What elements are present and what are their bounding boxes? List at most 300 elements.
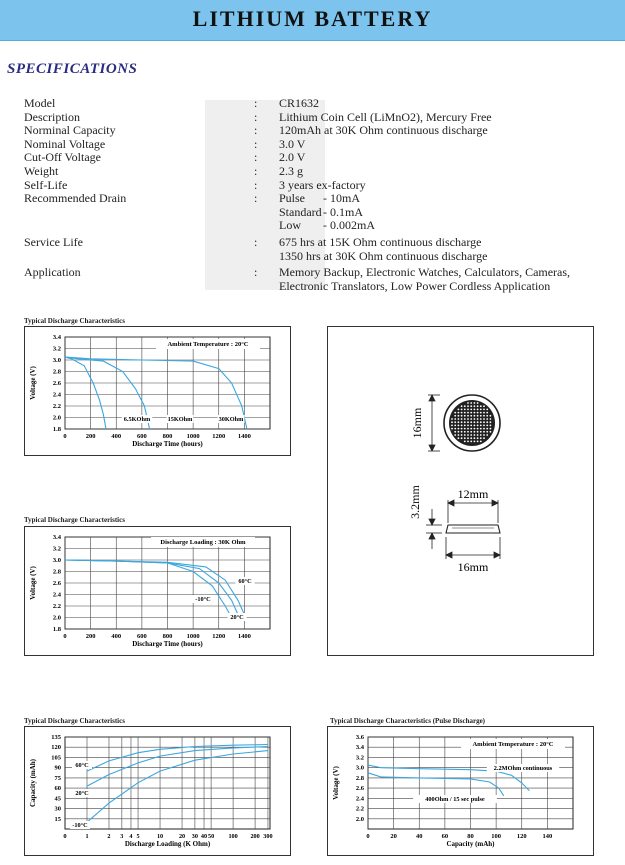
- coin-dot: [480, 434, 482, 436]
- coin-dot: [454, 431, 456, 433]
- chart3-svg: [25, 727, 290, 855]
- series-line: [87, 751, 268, 823]
- series-label: 60°C: [238, 578, 252, 585]
- coin-dot: [458, 428, 460, 430]
- series-label: 400Ohm / 15 sec pulse: [425, 796, 485, 803]
- x-tick-label: 120: [516, 833, 527, 840]
- coin-dot: [477, 418, 479, 420]
- x-tick-label: 80: [467, 833, 474, 840]
- y-tick-label: 3.4: [52, 334, 61, 341]
- coin-dot: [458, 437, 460, 439]
- y-tick-label: 90: [54, 764, 61, 772]
- coin-dot: [451, 425, 453, 427]
- coin-dot: [490, 421, 492, 423]
- x-tick-label: 20: [390, 833, 397, 840]
- coin-dot: [464, 437, 466, 439]
- coin-dot: [490, 418, 492, 420]
- coin-dot: [464, 441, 466, 443]
- chart-annotation: Ambient Temperature : 20°C: [472, 741, 554, 748]
- coin-dot: [486, 421, 488, 423]
- coin-dot: [454, 418, 456, 420]
- coin-dot: [483, 421, 485, 423]
- y-tick-label: 2.2: [52, 403, 61, 410]
- coin-dot: [483, 431, 485, 433]
- spec-value-line: CR1632: [279, 96, 320, 110]
- x-tick-label: 100: [491, 833, 501, 840]
- y-tick-label: 3.4: [355, 744, 364, 752]
- coin-dot: [474, 437, 476, 439]
- coin-dot: [486, 434, 488, 436]
- x-tick-label: 1000: [186, 633, 200, 640]
- coin-dot: [470, 428, 472, 430]
- coin-dot: [458, 425, 460, 427]
- spec-label: Norminal Capacity: [24, 123, 116, 138]
- y-tick-label: 2.0: [52, 614, 61, 622]
- spec-row: [24, 111, 614, 125]
- coin-dot: [474, 431, 476, 433]
- x-tick-label: 0: [63, 833, 67, 840]
- chart4-svg: [328, 727, 593, 855]
- series-label: 2.2MOhm continuous: [493, 765, 553, 772]
- drain-value: - 10mA: [323, 191, 360, 206]
- coin-dot: [483, 415, 485, 417]
- coin-dot: [461, 428, 463, 430]
- coin-dot: [483, 434, 485, 436]
- drain-line: [279, 219, 614, 233]
- chart4-frame: [327, 726, 594, 856]
- spec-value: [279, 236, 614, 263]
- coin-dot: [474, 425, 476, 427]
- coin-dot: [461, 418, 463, 420]
- coin-dot: [458, 415, 460, 417]
- spec-colon: :: [254, 96, 258, 110]
- x-tick-label: 400: [111, 433, 122, 440]
- coin-dot: [474, 402, 476, 404]
- x-tick-label: 60: [441, 833, 449, 840]
- coin-dot: [474, 409, 476, 411]
- coin-top-view: [444, 395, 500, 451]
- coin-dot: [486, 418, 488, 420]
- x-tick-label: 3: [120, 833, 124, 840]
- series-line: [65, 560, 239, 618]
- y-axis-label: Voltage (V): [29, 566, 37, 600]
- coin-dot: [470, 412, 472, 414]
- spec-row: [24, 192, 614, 233]
- coin-dot: [486, 409, 488, 411]
- coin-dot: [467, 415, 469, 417]
- coin-dot: [454, 412, 456, 414]
- coin-dot: [474, 418, 476, 420]
- x-tick-label: 1200: [212, 433, 226, 440]
- coin-dot: [454, 415, 456, 417]
- spec-label: Cut-Off Voltage: [24, 150, 101, 165]
- coin-dot: [474, 415, 476, 417]
- coin-dot: [483, 409, 485, 411]
- coin-dot: [470, 421, 472, 423]
- series-line: [368, 773, 504, 796]
- x-axis-label: Discharge Loading (K Ohm): [124, 840, 211, 848]
- x-tick-label: 10: [156, 833, 164, 840]
- y-tick-label: 2.4: [52, 391, 61, 399]
- coin-dot: [458, 431, 460, 433]
- drain-name: Standard: [279, 204, 322, 219]
- coin-dot: [461, 415, 463, 417]
- x-tick-label: 4: [129, 833, 133, 840]
- coin-dot: [483, 425, 485, 427]
- x-tick-label: 1200: [212, 633, 226, 640]
- series-label: 30KOhm: [218, 416, 244, 423]
- coin-dot: [474, 441, 476, 443]
- coin-dot: [464, 405, 466, 407]
- x-tick-label: 200: [85, 633, 96, 640]
- coin-dot: [461, 421, 463, 423]
- spec-colon: :: [254, 177, 258, 192]
- coin-dot: [454, 425, 456, 427]
- spec-colon: :: [254, 123, 258, 138]
- coin-dot: [470, 418, 472, 420]
- spec-table: [24, 97, 614, 293]
- spec-value: [279, 179, 614, 193]
- x-tick-label: 600: [137, 433, 147, 440]
- spec-colon: :: [254, 191, 258, 206]
- spec-value-line: 675 hrs at 15K Ohm continuous discharge: [279, 234, 482, 249]
- coin-dot: [458, 412, 460, 414]
- coin-dot: [464, 421, 466, 423]
- coin-dot: [477, 412, 479, 414]
- coin-dot: [464, 418, 466, 420]
- thickness-dimension: [426, 509, 442, 549]
- y-tick-label: 15: [54, 815, 61, 823]
- y-tick-label: 2.2: [355, 805, 364, 813]
- spec-colon: :: [254, 234, 258, 249]
- coin-dot: [480, 437, 482, 439]
- spec-colon: :: [254, 163, 258, 178]
- coin-dot: [477, 421, 479, 423]
- coin-dot: [458, 421, 460, 423]
- coin-dot: [490, 428, 492, 430]
- chart3-title: Typical Discharge Characteristics: [24, 717, 125, 725]
- spec-value-line: Lithium Coin Cell (LiMnO2), Mercury Free: [279, 109, 492, 124]
- y-tick-label: 2.4: [52, 591, 61, 599]
- x-tick-label: 1400: [237, 633, 251, 640]
- coin-dot: [477, 415, 479, 417]
- coin-dot: [454, 428, 456, 430]
- spec-value: [279, 97, 614, 111]
- coin-dot: [483, 412, 485, 414]
- y-tick-label: 3.4: [52, 534, 61, 541]
- spec-value: [279, 111, 614, 125]
- coin-dot: [470, 425, 472, 427]
- coin-dot: [486, 431, 488, 433]
- spec-value: [279, 151, 614, 165]
- coin-dot: [477, 437, 479, 439]
- spec-value: [279, 124, 614, 138]
- y-tick-label: 105: [51, 754, 61, 762]
- series-line: [65, 357, 106, 429]
- series-line: [65, 560, 232, 618]
- spec-row: [24, 97, 614, 111]
- coin-dot: [464, 431, 466, 433]
- coin-dot: [470, 405, 472, 407]
- series-label: -10°C: [195, 596, 211, 603]
- coin-dot: [480, 415, 482, 417]
- spec-label: Service Life: [24, 234, 83, 249]
- series-line: [87, 747, 268, 787]
- coin-dot: [470, 434, 472, 436]
- drain-line: [279, 206, 614, 220]
- coin-dot: [480, 412, 482, 414]
- coin-dot: [490, 425, 492, 427]
- spec-value-line: 1350 hrs at 30K Ohm continuous discharge: [279, 248, 488, 263]
- coin-dot: [467, 412, 469, 414]
- series-label: 20°C: [230, 614, 244, 621]
- coin-dot: [461, 431, 463, 433]
- spec-row: [24, 266, 614, 293]
- series-label: -10°C: [72, 822, 88, 829]
- y-tick-label: 3.2: [52, 345, 61, 353]
- series-line: [87, 745, 268, 772]
- spec-label: Self-Life: [24, 177, 68, 192]
- coin-dot: [486, 412, 488, 414]
- y-tick-label: 3.2: [355, 754, 364, 762]
- spec-value-line: 120mAh at 30K Ohm continuous discharge: [279, 123, 488, 138]
- spec-colon: :: [254, 265, 258, 280]
- coin-dot: [490, 431, 492, 433]
- y-tick-label: 30: [54, 805, 61, 813]
- y-tick-label: 1.8: [52, 626, 61, 633]
- coin-dot: [483, 418, 485, 420]
- coin-dot: [451, 418, 453, 420]
- x-axis-label: Discharge Time (hours): [132, 640, 203, 648]
- coin-dot: [477, 425, 479, 427]
- drain-line: [279, 192, 614, 206]
- coin-dot: [480, 428, 482, 430]
- chart-annotation: Ambient Temperature : 20°C: [167, 341, 249, 348]
- coin-dot: [458, 409, 460, 411]
- coin-dot: [464, 428, 466, 430]
- coin-dot: [461, 405, 463, 407]
- spec-value: [279, 192, 614, 233]
- coin-dot: [467, 428, 469, 430]
- coin-dot: [451, 428, 453, 430]
- x-tick-label: 40: [416, 833, 423, 840]
- spec-row: [24, 179, 614, 193]
- spec-row: [24, 124, 614, 138]
- x-tick-label: 400: [111, 633, 122, 640]
- coin-dot: [477, 402, 479, 404]
- x-tick-label: 140: [542, 833, 553, 840]
- coin-dot: [467, 405, 469, 407]
- y-tick-label: 2.2: [52, 603, 61, 610]
- x-tick-label: 600: [137, 633, 147, 640]
- x-axis-label: Capacity (mAh): [446, 840, 495, 848]
- inner-diameter-label: 12mm: [457, 487, 489, 501]
- spec-value: [279, 165, 614, 179]
- header-banner: [0, 0, 625, 41]
- coin-dot: [470, 437, 472, 439]
- x-tick-label: 1400: [237, 433, 251, 440]
- section-title: SPECIFICATIONS: [7, 61, 138, 77]
- coin-dot: [490, 415, 492, 417]
- diameter-label: 16mm: [410, 407, 424, 439]
- spec-value: [279, 266, 614, 293]
- spec-value-line: 3 years ex-factory: [279, 177, 366, 192]
- x-tick-label: 200: [85, 433, 96, 440]
- spec-label: Description: [24, 109, 80, 124]
- y-tick-label: 135: [51, 734, 61, 741]
- coin-dot: [480, 425, 482, 427]
- chart4-title: Typical Discharge Characteristics (Pulse Discharge): [330, 717, 486, 725]
- x-tick-label: 800: [162, 633, 173, 640]
- series-label: 20°C: [75, 790, 89, 797]
- y-tick-label: 2.4: [355, 795, 364, 803]
- y-tick-label: 120: [51, 744, 61, 752]
- y-tick-label: 3.6: [355, 734, 364, 741]
- spec-row: [24, 236, 614, 263]
- x-tick-label: 100: [228, 833, 238, 840]
- dimension-diagram: [327, 326, 594, 656]
- coin-dot: [470, 409, 472, 411]
- coin-dot: [461, 412, 463, 414]
- y-tick-label: 2.6: [52, 380, 61, 387]
- coin-dot: [467, 402, 469, 404]
- spec-row: [24, 151, 614, 165]
- x-axis-label: Discharge Time (hours): [132, 440, 203, 448]
- coin-dot: [474, 421, 476, 423]
- x-tick-label: 300: [263, 833, 273, 840]
- coin-dot: [483, 428, 485, 430]
- y-axis-label: Voltage (V): [29, 366, 37, 400]
- coin-dot: [464, 434, 466, 436]
- spec-row: [24, 165, 614, 179]
- x-tick-label: 50: [208, 833, 215, 840]
- spec-label: Model: [24, 96, 56, 110]
- coin-dot: [480, 405, 482, 407]
- bottom-diameter-label: 16mm: [457, 560, 489, 574]
- coin-dot: [474, 412, 476, 414]
- coin-dot: [464, 425, 466, 427]
- spec-colon: :: [254, 136, 258, 151]
- y-tick-label: 3.0: [52, 357, 61, 364]
- page-title: LITHIUM BATTERY: [192, 6, 433, 31]
- coin-dot: [451, 421, 453, 423]
- chart1-title: Typical Discharge Characteristics: [24, 317, 125, 325]
- coin-dot: [477, 428, 479, 430]
- coin-dot: [480, 431, 482, 433]
- chart1-svg: [25, 327, 290, 455]
- coin-dot: [470, 415, 472, 417]
- bottom-dimension: [446, 537, 500, 559]
- coin-dot: [483, 405, 485, 407]
- coin-dot: [461, 425, 463, 427]
- coin-dot: [458, 418, 460, 420]
- spec-colon: :: [254, 109, 258, 124]
- chart3-frame: [24, 726, 291, 856]
- series-label: 6.5KOhm: [123, 416, 151, 423]
- drain-name: Pulse: [279, 191, 306, 206]
- coin-dot: [467, 437, 469, 439]
- y-tick-label: 1.8: [52, 426, 61, 433]
- spec-label: Weight: [24, 163, 59, 178]
- y-axis-label: Voltage (V): [332, 766, 340, 800]
- coin-dot: [467, 421, 469, 423]
- coin-dot: [467, 425, 469, 427]
- drain-value: - 0.1mA: [323, 204, 363, 219]
- spec-value: [279, 138, 614, 152]
- chart1-frame: [24, 326, 291, 456]
- series-label: 15KOhm: [167, 416, 193, 423]
- coin-dot: [474, 428, 476, 430]
- coin-dot: [458, 434, 460, 436]
- x-tick-label: 800: [162, 433, 173, 440]
- y-tick-label: 2.6: [52, 580, 61, 587]
- y-tick-label: 2.0: [52, 414, 61, 422]
- coin-dot: [477, 434, 479, 436]
- thickness-label: 3.2mm: [408, 485, 422, 519]
- y-tick-label: 2.6: [355, 785, 364, 793]
- y-tick-label: 75: [54, 774, 61, 782]
- x-tick-label: 0: [366, 833, 370, 840]
- coin-dot: [464, 412, 466, 414]
- spec-value-line: 2.0 V: [279, 150, 306, 165]
- coin-dot: [480, 418, 482, 420]
- coin-dot: [467, 434, 469, 436]
- y-tick-label: 2.8: [52, 568, 61, 576]
- coin-dot: [474, 405, 476, 407]
- y-tick-label: 2.0: [355, 815, 364, 823]
- coin-dot: [480, 421, 482, 423]
- coin-dot: [454, 434, 456, 436]
- coin-dot: [470, 431, 472, 433]
- coin-dot: [477, 405, 479, 407]
- x-tick-label: 40: [200, 833, 208, 840]
- coin-dot: [477, 431, 479, 433]
- y-tick-label: 3.2: [52, 545, 61, 553]
- coin-dot: [467, 409, 469, 411]
- x-tick-label: 1: [85, 833, 89, 840]
- coin-dot: [454, 421, 456, 423]
- spec-value-line: Memory Backup, Electronic Watches, Calculators, Cameras,: [279, 265, 571, 280]
- coin-dot: [461, 434, 463, 436]
- y-tick-label: 2.8: [355, 774, 364, 782]
- y-tick-label: 60: [54, 785, 61, 793]
- chart2-frame: [24, 526, 291, 656]
- x-tick-label: 5: [136, 833, 140, 840]
- coin-dot: [464, 409, 466, 411]
- spec-label: Application: [24, 265, 81, 280]
- spec-label: Recommended Drain: [24, 191, 127, 206]
- y-tick-label: 3.0: [52, 557, 61, 564]
- drain-value: - 0.002mA: [323, 218, 375, 233]
- coin-dot: [461, 409, 463, 411]
- drain-name: Low: [279, 218, 301, 233]
- coin-dot: [470, 441, 472, 443]
- coin-dot: [486, 425, 488, 427]
- coin-dot: [474, 434, 476, 436]
- diameter-dimension: [428, 395, 440, 451]
- x-tick-label: 2: [107, 833, 111, 840]
- coin-dot: [486, 415, 488, 417]
- inner-dimension: [448, 500, 498, 523]
- y-tick-label: 45: [54, 795, 61, 803]
- spec-value-line: 3.0 V: [279, 136, 306, 151]
- coin-dot: [464, 415, 466, 417]
- coin-dot: [480, 409, 482, 411]
- series-label: 60°C: [75, 762, 89, 769]
- spec-row: [24, 138, 614, 152]
- x-tick-label: 200: [250, 833, 260, 840]
- x-tick-label: 0: [63, 633, 67, 640]
